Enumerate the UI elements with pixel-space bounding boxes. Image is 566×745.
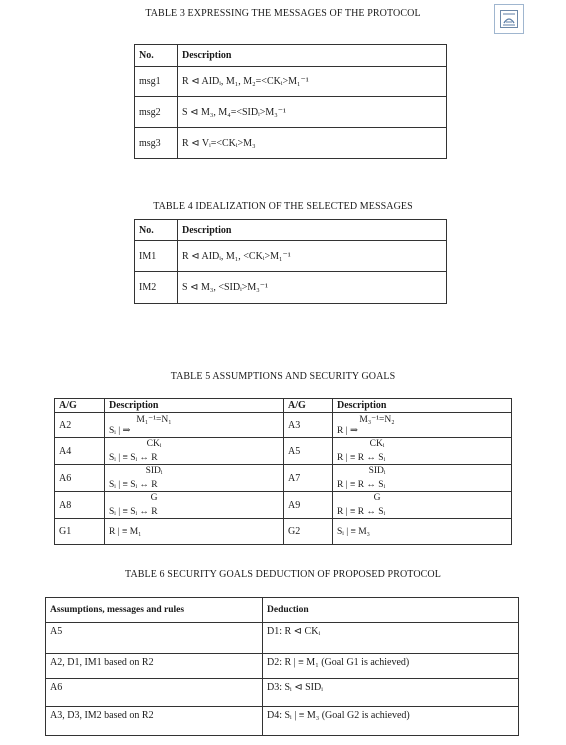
table-cell: IM2 (135, 272, 178, 304)
table-cell (333, 465, 512, 492)
cell-bottom: R | ≡ R ↔ Sᵢ (337, 480, 386, 490)
table-cell: msg2 (135, 97, 178, 128)
table-cell: A9 (284, 492, 333, 519)
table5-caption: TABLE 5 ASSUMPTIONS AND SECURITY GOALS (170, 371, 396, 382)
cell-top: CKᵢ (146, 439, 162, 449)
table6 (45, 597, 519, 736)
table-cell (105, 492, 284, 519)
table-cell: A2 (55, 413, 105, 438)
cell-bottom: Sᵢ | ≡ Sᵢ ↔ R (109, 453, 158, 463)
table-cell: msg3 (135, 128, 178, 159)
table-cell: G2 (284, 519, 333, 545)
table-cell: A5 (46, 623, 263, 654)
table3-header-description: Description (178, 45, 447, 67)
table-cell: D1: R ⊲ CKᵢ (263, 623, 519, 654)
table-cell: D3: Sᵢ ⊲ SIDᵢ (263, 679, 519, 707)
table-cell: msg1 (135, 67, 178, 97)
table-cell: A3, D3, IM2 based on R2 (46, 707, 263, 736)
cell-bottom: R | ≡ R ↔ Sᵢ (337, 453, 386, 463)
table-cell: S ⊲ M₃, <SIDᵢ>M₃⁻¹ (178, 272, 447, 304)
table-cell: S ⊲ M₃, M₄=<SIDᵢ>M₃⁻¹ (178, 97, 447, 128)
table-cell: R ⊲ AIDᵢ, M₁, <CKᵢ>M₁⁻¹ (178, 241, 447, 272)
cell-bottom: Sᵢ | ≡ Sᵢ ↔ R (109, 480, 158, 490)
table4-header-description: Description (178, 220, 447, 241)
table-cell (105, 438, 284, 465)
table6-header-assumptions: Assumptions, messages and rules (46, 598, 263, 623)
table-cell: R ⊲ AIDᵢ, M₁, M₂=<CKᵢ>M₁⁻¹ (178, 67, 447, 97)
table5-header-description: Description (333, 399, 512, 413)
table-cell: A8 (55, 492, 105, 519)
table-cell: A3 (284, 413, 333, 438)
table-cell: D2: R | ≡ M₁ (Goal G1 is achieved) (263, 654, 519, 679)
table4-caption: TABLE 4 IDEALIZATION OF THE SELECTED MESSAGES (153, 201, 413, 212)
cell-top: SIDᵢ (368, 466, 386, 476)
table6-header-deduction: Deduction (263, 598, 519, 623)
table6-caption: TABLE 6 SECURITY GOALS DEDUCTION OF PROPOSED PROTOCOL (125, 569, 441, 580)
table-cell: A7 (284, 465, 333, 492)
table3-header-no: No. (135, 45, 178, 67)
table-cell: Sᵢ | ≡ M₃ (333, 519, 512, 545)
cell-bottom: R | ≡ R ↔ Sᵢ (337, 507, 386, 517)
table-cell: R | ≡ M₁ (105, 519, 284, 545)
table-cell: IM1 (135, 241, 178, 272)
table-cell: D4: Sᵢ | ≡ M₃ (Goal G2 is achieved) (263, 707, 519, 736)
table-cell (333, 492, 512, 519)
table5-header-description: Description (105, 399, 284, 413)
table4 (134, 219, 447, 304)
table-cell: R ⊲ Vᵢ=<CKᵢ>M₃ (178, 128, 447, 159)
table-cell (105, 413, 284, 438)
table-cell: A6 (46, 679, 263, 707)
table-cell (105, 465, 284, 492)
cell-top: SIDᵢ (145, 466, 163, 476)
table4-header-no: No. (135, 220, 178, 241)
table5-header-ag: A/G (55, 399, 105, 413)
table-cell: A2, D1, IM1 based on R2 (46, 654, 263, 679)
cell-bottom: Sᵢ | ≡ Sᵢ ↔ R (109, 507, 158, 517)
cell-top: M₃⁻¹=N₂ (359, 415, 395, 425)
cell-top: G (150, 493, 158, 503)
table-cell: A6 (55, 465, 105, 492)
cell-bottom: Sᵢ | ⇒ (109, 426, 131, 436)
table5 (54, 398, 512, 545)
cell-top: CKᵢ (369, 439, 385, 449)
cell-top: G (373, 493, 381, 503)
table-cell: A4 (55, 438, 105, 465)
cell-bottom: R | ⇒ (337, 426, 358, 436)
table3 (134, 44, 447, 159)
table-cell: A5 (284, 438, 333, 465)
table-cell (333, 438, 512, 465)
table-cell: G1 (55, 519, 105, 545)
table5-header-ag: A/G (284, 399, 333, 413)
table3-caption: TABLE 3 EXPRESSING THE MESSAGES OF THE PROTOCOL (145, 8, 421, 19)
cell-top: M₁⁻¹=N₁ (136, 415, 172, 425)
table-cell (333, 413, 512, 438)
